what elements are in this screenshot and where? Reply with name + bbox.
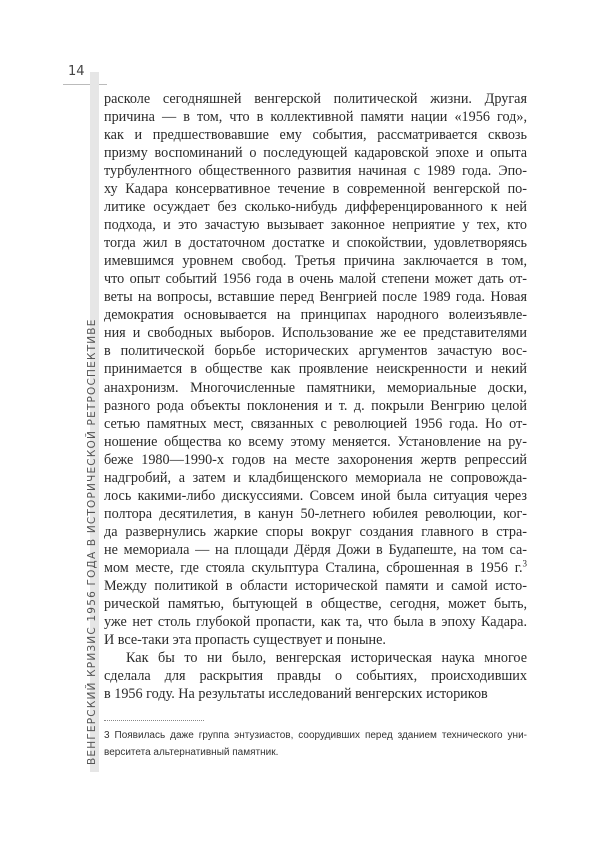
text-line [104,288,527,306]
text-line [104,397,527,415]
footnote-text: Появилась даже группа энтузиастов, соорудивших перед зданием технического уни- [114,730,527,741]
text-line-content: турбулентного общественного развития начиная с 1989 года. Эпо- [104,163,527,180]
text-line [104,306,527,324]
text-line-content: анахронизм. Многочисленные памятники, мемориальные доски, [104,379,527,396]
text-line [104,342,527,360]
footnote-line: верситета альтернативный памятник. [104,747,279,758]
text-line [104,126,527,144]
text-line-content: уже нет столь глубокой пропасти, как та, что была в эпоху Кадара. [104,613,527,630]
text-line-content: тогда жил в достаточном достатке и спокойствии, удовлетворяясь [104,235,527,252]
text-line-content: ношение общества ко всему этому меняется. Установление на ру- [104,433,527,450]
footnote-number: 3 [104,730,110,741]
text-line-content: веты на вопросы, вставшие перед Венгрией после 1989 года. Новая [104,289,527,306]
text-line [104,559,527,577]
text-line-content: причина — в том, что в коллективной памяти нации «1956 год», [104,109,527,126]
text-line [104,162,527,180]
text-line-content: не мемориала — на площади Дёрдя Дожи в Будапеште, на том са- [104,541,527,558]
text-line [104,180,527,198]
running-head: ВЕНГЕРСКИЙ КРИЗИС 1956 ГОДА В ИСТОРИЧЕСКОЙ РЕТРОСПЕКТИВЕ [86,318,98,765]
text-line [104,144,527,162]
text-line-content: Между политикой в области исторической памяти и самой исто- [104,577,527,594]
text-line [104,415,527,433]
footnote-separator [104,720,204,721]
text-line [104,649,527,667]
text-line [104,433,527,451]
text-line [104,523,527,541]
text-line [104,631,527,649]
text-line-content: И все-таки эта пропасть существует и поныне. [104,631,386,648]
header-rule [63,84,107,85]
text-line-content: в политической борьбе исторических аргументов зачастую вос- [104,343,527,360]
text-line [104,577,527,595]
text-line-content: надгробий, а затем и кладбищенского мемориала не сопровожда- [104,469,527,486]
text-line [104,216,527,234]
text-line-content: разного рода объекты поклонения и т. д. покрыли Венгрию целой [104,397,527,414]
text-line [104,667,527,685]
text-line [104,541,527,559]
text-line-content: мом месте, где стояла скульптура Сталина, сброшенная в 1956 г. [104,559,523,576]
text-line-content: рической памятью, бытующей в обществе, сегодня, может быть, [104,595,527,612]
text-line-content: призму воспоминаний о последующей кадаровской эпохе и опыта [104,145,527,162]
text-line-content: литике осуждает без сколько-нибудь дифференцированного к ней [104,199,527,216]
text-line [104,469,527,487]
text-line-content: имевшимся уровнем свобод. Третья причина заключается в том, [104,253,527,270]
footnote [104,727,527,761]
footnote-reference[interactable]: 3 [522,558,527,569]
text-line-content: Как бы то ни было, венгерская историческая наука многое [126,649,527,666]
text-line-content: ху Кадара консервативное течение в современной венгерской по- [104,181,527,198]
text-line-content: сделала для раскрытия правды о событиях, происходивших [104,668,527,684]
footnote-line [104,727,527,744]
text-line [104,487,527,505]
text-line [104,198,527,216]
text-line-content: полтора десятилетия, в канун 50-летнего юбилея революции, ког- [104,505,527,522]
text-line [104,108,527,126]
text-line-content: подхода, и это зачастую вызывает законное неприятие у тех, кто [104,217,527,234]
page-number: 14 [68,64,85,79]
body-text [104,90,527,703]
text-line [104,451,527,469]
text-line-content: как и предшествовавшие ему события, рассматривается сквозь [104,127,527,144]
text-line [104,234,527,252]
text-line [104,685,527,703]
text-line [104,505,527,523]
text-line [104,379,527,397]
text-line-content: да развернулись жаркие споры вокруг создания главного в стра- [104,523,527,540]
text-line-content: в 1956 году. На результаты исследований венгерских историков [104,686,488,703]
text-line [104,90,527,108]
text-line-content: демократия основывается на принципах народного волеизъявле- [104,307,527,324]
text-line [104,324,527,342]
text-line-content: ния и свободных выборов. Использование же ее представителями [104,325,527,342]
text-line [104,613,527,631]
text-line [104,595,527,613]
text-line-content: принимается в обществе как проявление неискренности и некий [104,361,527,378]
text-line-content: что опыт событий 1956 года в очень малой степени может дать от- [104,271,527,288]
text-line-content: лось какими-либо дискуссиями. Совсем иной была ситуация через [104,487,527,504]
text-line-content: беже 1980—1990-х годов на месте захоронения жертв репрессий [104,451,527,468]
text-line [104,252,527,270]
text-line [104,360,527,378]
text-line [104,270,527,288]
text-line-content: расколе сегодняшней венгерской политической жизни. Другая [104,91,527,107]
text-line-content: сетью памятных мест, связанных с революцией 1956 года. Но от- [104,415,527,432]
